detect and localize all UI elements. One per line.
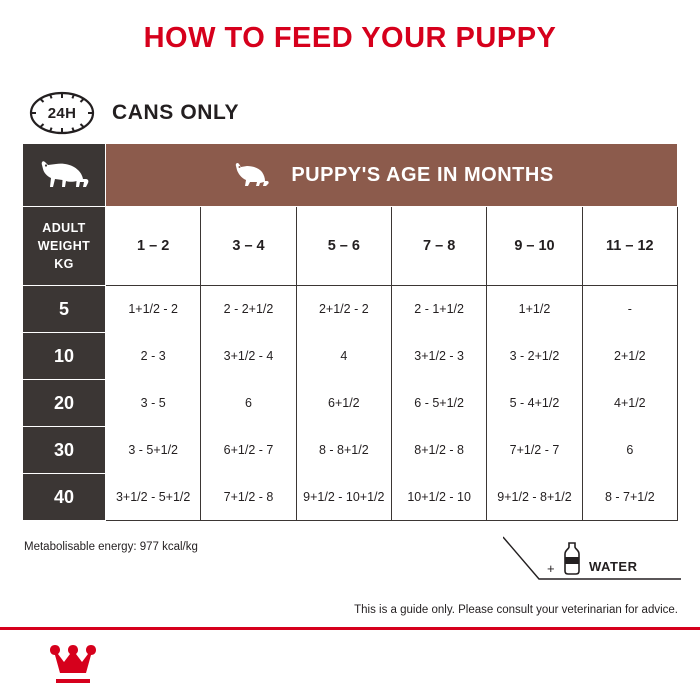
- badge-row: [28, 90, 239, 136]
- water-bottle-icon: [559, 541, 585, 575]
- table-row: [23, 474, 678, 521]
- feed-amount-cell: 2+1/2: [582, 333, 677, 380]
- table-row: [23, 427, 678, 474]
- weight-cell: 10: [23, 333, 106, 380]
- page-title: HOW TO FEED YOUR PUPPY: [143, 22, 557, 54]
- water-label: WATER: [589, 559, 638, 574]
- feed-amount-cell: 7+1/2 - 7: [487, 427, 582, 474]
- brand-bar: [0, 627, 700, 700]
- feed-amount-cell: 9+1/2 - 8+1/2: [487, 474, 582, 521]
- feed-amount-cell: 8+1/2 - 8: [391, 427, 486, 474]
- adult-weight-line-1: ADULT: [42, 220, 86, 235]
- table-row: [23, 333, 678, 380]
- feed-amount-cell: 4: [296, 333, 391, 380]
- feed-amount-cell: 6+1/2 - 7: [201, 427, 296, 474]
- adult-weight-line-3: KG: [54, 257, 74, 272]
- feed-amount-cell: 6 - 5+1/2: [391, 380, 486, 427]
- badge-label: 24H: [47, 104, 77, 122]
- feed-amount-cell: 2 - 1+1/2: [391, 286, 486, 333]
- table-main-header: [106, 144, 678, 207]
- metabolisable-energy-note: Metabolisable energy: 977 kcal/kg: [24, 541, 198, 553]
- age-column-header: 3 – 4: [201, 207, 296, 286]
- feed-amount-cell: 3 - 5+1/2: [106, 427, 201, 474]
- feed-amount-cell: 3 - 5: [106, 380, 201, 427]
- age-column-header: 1 – 2: [106, 207, 201, 286]
- feed-amount-cell: 6: [201, 380, 296, 427]
- dog-silhouette-icon: [23, 144, 106, 207]
- clock-24h-icon: [28, 90, 96, 136]
- feed-amount-cell: 6: [582, 427, 677, 474]
- water-plus-sign: +: [547, 561, 555, 576]
- water-callout: [503, 535, 683, 587]
- feed-amount-cell: 1+1/2: [487, 286, 582, 333]
- weight-cell: 5: [23, 286, 106, 333]
- weight-cell: 40: [23, 474, 106, 521]
- adult-weight-line-2: WEIGHT: [37, 238, 91, 253]
- feed-amount-cell: 2 - 2+1/2: [201, 286, 296, 333]
- feed-amount-cell: 5 - 4+1/2: [487, 380, 582, 427]
- feed-amount-cell: 1+1/2 - 2: [106, 286, 201, 333]
- feed-amount-cell: 3+1/2 - 4: [201, 333, 296, 380]
- table-column-headers: [23, 207, 678, 286]
- age-column-header: 7 – 8: [391, 207, 486, 286]
- weight-cell: 30: [23, 427, 106, 474]
- adult-weight-header: [23, 207, 106, 286]
- feed-amount-cell: 6+1/2: [296, 380, 391, 427]
- feed-amount-cell: 3+1/2 - 3: [391, 333, 486, 380]
- guide-note: This is a guide only. Please consult your veterinarian for advice.: [354, 604, 678, 616]
- feed-amount-cell: -: [582, 286, 677, 333]
- feed-amount-cell: 9+1/2 - 10+1/2: [296, 474, 391, 521]
- table-header-band: [23, 144, 678, 207]
- feed-amount-cell: 2+1/2 - 2: [296, 286, 391, 333]
- weight-cell: 20: [23, 380, 106, 427]
- feed-amount-cell: 2 - 3: [106, 333, 201, 380]
- feed-amount-cell: 8 - 7+1/2: [582, 474, 677, 521]
- table-main-header-label: PUPPY'S AGE IN MONTHS: [291, 163, 554, 186]
- table-row: [23, 286, 678, 333]
- royal-canin-crown-logo: [42, 641, 104, 692]
- feed-amount-cell: 3+1/2 - 5+1/2: [106, 474, 201, 521]
- age-column-header: 11 – 12: [582, 207, 677, 286]
- age-column-header: 5 – 6: [296, 207, 391, 286]
- cans-only-label: CANS ONLY: [112, 101, 240, 124]
- puppy-silhouette-icon: [229, 158, 273, 193]
- age-column-header: 9 – 10: [487, 207, 582, 286]
- feed-amount-cell: 3 - 2+1/2: [487, 333, 582, 380]
- feeding-table: [22, 143, 678, 521]
- feed-amount-cell: 8 - 8+1/2: [296, 427, 391, 474]
- feed-amount-cell: 7+1/2 - 8: [201, 474, 296, 521]
- feed-amount-cell: 10+1/2 - 10: [391, 474, 486, 521]
- table-row: [23, 380, 678, 427]
- feeding-table-wrap: [22, 143, 678, 521]
- feed-amount-cell: 4+1/2: [582, 380, 677, 427]
